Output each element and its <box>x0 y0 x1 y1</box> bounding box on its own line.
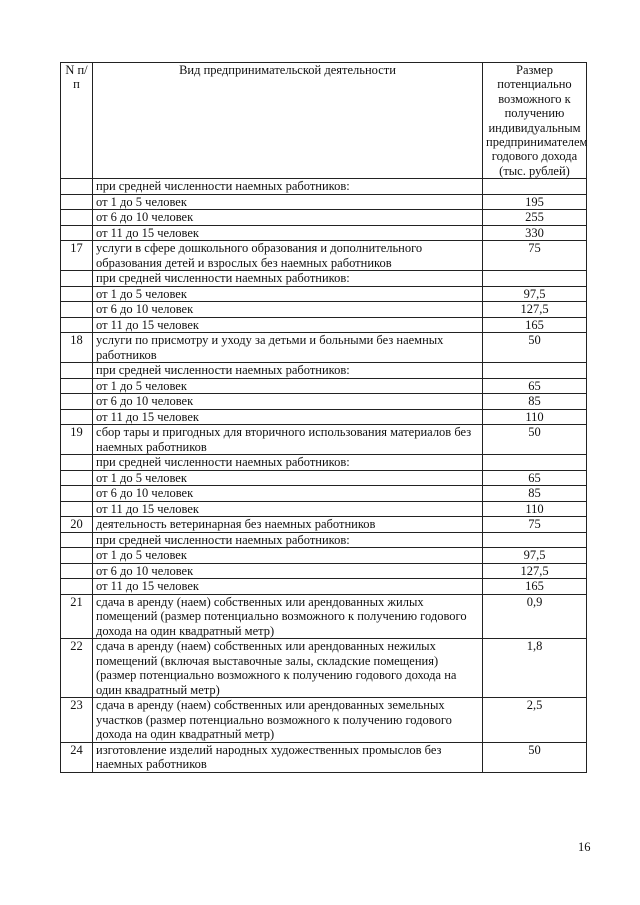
table-row <box>61 302 587 318</box>
row-num <box>61 179 93 195</box>
row-value: 0,9 <box>483 594 587 639</box>
row-value: 165 <box>483 579 587 595</box>
row-activity: при средней численности наемных работников: <box>93 179 483 195</box>
row-value: 195 <box>483 194 587 210</box>
table-row <box>61 742 587 772</box>
row-activity: услуги по присмотру и уходу за детьми и больными без наемных работников <box>93 333 483 363</box>
row-value: 2,5 <box>483 698 587 743</box>
table-row <box>61 333 587 363</box>
row-value: 110 <box>483 409 587 425</box>
table-row <box>61 698 587 743</box>
row-num <box>61 210 93 226</box>
header-activity: Вид предпринимательской деятельности <box>93 63 483 179</box>
row-num <box>61 271 93 287</box>
table-row <box>61 470 587 486</box>
row-activity: от 11 до 15 человек <box>93 225 483 241</box>
row-num: 19 <box>61 425 93 455</box>
table-row <box>61 594 587 639</box>
row-activity: сдача в аренду (наем) собственных или арендованных земельных участков (размер потенциально возможного к получению годового дохода на один квадратный метр) <box>93 698 483 743</box>
table-row <box>61 639 587 698</box>
table-row <box>61 548 587 564</box>
row-value: 255 <box>483 210 587 226</box>
row-activity: сдача в аренду (наем) собственных или арендованных жилых помещений (размер потенциально возможного к получению годового дохода на один квадратный метр) <box>93 594 483 639</box>
row-num <box>61 501 93 517</box>
row-value: 50 <box>483 333 587 363</box>
table-row <box>61 241 587 271</box>
row-activity: от 1 до 5 человек <box>93 548 483 564</box>
table-row <box>61 394 587 410</box>
row-value <box>483 532 587 548</box>
row-activity: от 1 до 5 человек <box>93 378 483 394</box>
row-num: 24 <box>61 742 93 772</box>
table-row <box>61 317 587 333</box>
row-num <box>61 225 93 241</box>
row-value <box>483 271 587 287</box>
row-num: 21 <box>61 594 93 639</box>
row-num <box>61 486 93 502</box>
row-activity: сдача в аренду (наем) собственных или арендованных нежилых помещений (включая выставочные залы, складские помещения) (размер потенциально возможного к получению годового дохода на один квадратный метр) <box>93 639 483 698</box>
row-value: 97,5 <box>483 548 587 564</box>
table-row <box>61 501 587 517</box>
table-row <box>61 286 587 302</box>
row-value: 75 <box>483 241 587 271</box>
row-num: 17 <box>61 241 93 271</box>
row-num <box>61 455 93 471</box>
row-value: 1,8 <box>483 639 587 698</box>
table-row <box>61 563 587 579</box>
row-num <box>61 532 93 548</box>
row-value: 85 <box>483 394 587 410</box>
row-num: 20 <box>61 517 93 533</box>
table-row <box>61 486 587 502</box>
row-num <box>61 317 93 333</box>
row-value: 75 <box>483 517 587 533</box>
row-value: 97,5 <box>483 286 587 302</box>
table-row <box>61 517 587 533</box>
row-value <box>483 363 587 379</box>
row-activity: от 6 до 10 человек <box>93 486 483 502</box>
table-row <box>61 409 587 425</box>
row-activity: от 6 до 10 человек <box>93 563 483 579</box>
table-row <box>61 225 587 241</box>
header-num: N п/п <box>61 63 93 179</box>
row-activity: от 11 до 15 человек <box>93 317 483 333</box>
row-value: 127,5 <box>483 302 587 318</box>
table-row <box>61 532 587 548</box>
row-value: 110 <box>483 501 587 517</box>
row-activity: при средней численности наемных работников: <box>93 532 483 548</box>
row-value: 330 <box>483 225 587 241</box>
table-body <box>61 179 587 773</box>
row-activity: от 1 до 5 человек <box>93 286 483 302</box>
row-num <box>61 548 93 564</box>
table-row <box>61 210 587 226</box>
row-activity: от 11 до 15 человек <box>93 501 483 517</box>
row-num <box>61 470 93 486</box>
table-row <box>61 579 587 595</box>
row-num <box>61 286 93 302</box>
table-row <box>61 271 587 287</box>
row-value <box>483 455 587 471</box>
row-activity: деятельность ветеринарная без наемных работников <box>93 517 483 533</box>
table-header-row <box>61 63 587 179</box>
row-value: 65 <box>483 378 587 394</box>
row-activity: услуги в сфере дошкольного образования и дополнительного образования детей и взрослых без наемных работников <box>93 241 483 271</box>
row-activity: от 11 до 15 человек <box>93 409 483 425</box>
table-row <box>61 378 587 394</box>
row-activity: сбор тары и пригодных для вторичного использования материалов без наемных работников <box>93 425 483 455</box>
page-number: 16 <box>578 840 591 854</box>
row-num <box>61 409 93 425</box>
row-num <box>61 194 93 210</box>
table-row <box>61 425 587 455</box>
row-activity: от 6 до 10 человек <box>93 302 483 318</box>
table-row <box>61 179 587 195</box>
row-num: 22 <box>61 639 93 698</box>
row-num <box>61 363 93 379</box>
row-activity: от 6 до 10 человек <box>93 210 483 226</box>
row-activity: при средней численности наемных работников: <box>93 455 483 471</box>
row-activity: от 11 до 15 человек <box>93 579 483 595</box>
row-value: 50 <box>483 425 587 455</box>
row-num: 23 <box>61 698 93 743</box>
row-value: 65 <box>483 470 587 486</box>
table-row <box>61 194 587 210</box>
row-activity: при средней численности наемных работников: <box>93 271 483 287</box>
row-num <box>61 394 93 410</box>
income-table <box>60 62 587 773</box>
row-value: 50 <box>483 742 587 772</box>
row-num <box>61 579 93 595</box>
row-activity: от 1 до 5 человек <box>93 470 483 486</box>
row-num <box>61 302 93 318</box>
row-num: 18 <box>61 333 93 363</box>
row-activity: от 1 до 5 человек <box>93 194 483 210</box>
header-value: Размер потенциально возможного к получению индивидуальным предпринимателем годового дохода (тыс. рублей) <box>483 63 587 179</box>
table-row <box>61 363 587 379</box>
row-value: 127,5 <box>483 563 587 579</box>
row-num <box>61 563 93 579</box>
row-value: 165 <box>483 317 587 333</box>
row-activity: от 6 до 10 человек <box>93 394 483 410</box>
row-value <box>483 179 587 195</box>
row-value: 85 <box>483 486 587 502</box>
row-num <box>61 378 93 394</box>
row-activity: изготовление изделий народных художественных промыслов без наемных работников <box>93 742 483 772</box>
table-row <box>61 455 587 471</box>
row-activity: при средней численности наемных работников: <box>93 363 483 379</box>
